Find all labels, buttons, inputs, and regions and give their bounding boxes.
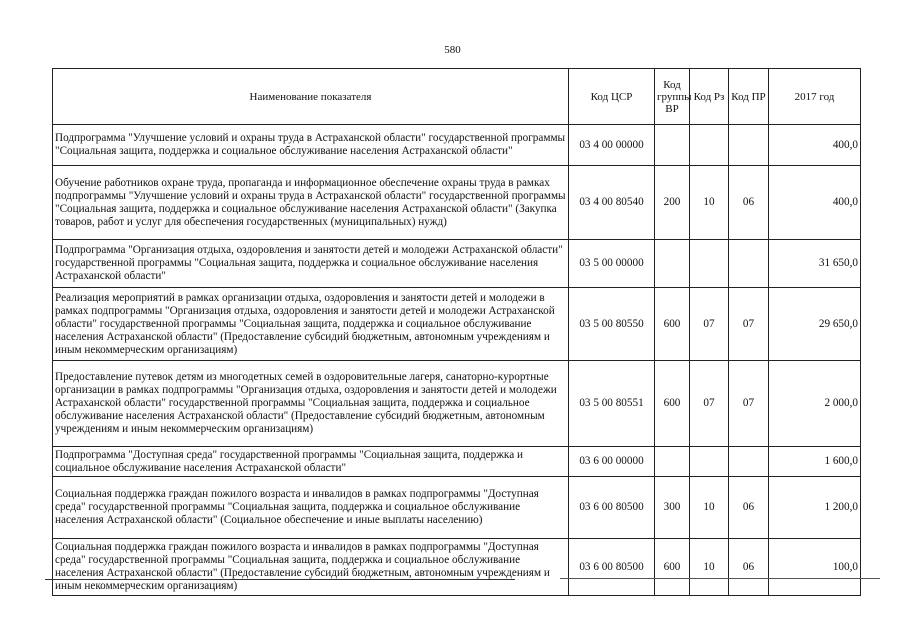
row-pr: 06 — [729, 539, 769, 596]
page-number: 580 — [444, 44, 461, 56]
row-pr: 07 — [729, 288, 769, 361]
row-amount: 1 600,0 — [769, 447, 861, 477]
row-pr: 07 — [729, 361, 769, 447]
row-rz: 07 — [690, 288, 729, 361]
table-row — [53, 447, 861, 477]
row-rz: 07 — [690, 361, 729, 447]
row-amount: 29 650,0 — [769, 288, 861, 361]
row-csr: 03 5 00 80551 — [569, 361, 655, 447]
header-vr: Код группы ВР — [655, 69, 690, 125]
row-csr: 03 6 00 80500 — [569, 477, 655, 539]
row-name: Подпрограмма "Доступная среда" государственной программы "Социальная защита, поддержка и социальное обслуживание населения Астраханской области" — [53, 447, 569, 477]
table-row — [53, 361, 861, 447]
row-rz: 10 — [690, 166, 729, 240]
table-row — [53, 125, 861, 166]
table-row — [53, 166, 861, 240]
row-csr: 03 4 00 00000 — [569, 125, 655, 166]
row-rz — [690, 240, 729, 288]
scan-strike-line — [560, 578, 880, 579]
row-vr: 600 — [655, 361, 690, 447]
row-name: Подпрограмма "Улучшение условий и охраны труда в Астраханской области" государственной программы "Социальная защита, поддержка и социальное обслуживание населения Астраханской области" — [53, 125, 569, 166]
row-name: Социальная поддержка граждан пожилого возраста и инвалидов в рамках подпрограммы "Доступная среда" государственной программы "Социальная защита, поддержка и социальное обслуживание населения Астраханской области" (Социальное обеспечение и иные выплаты населению) — [53, 477, 569, 539]
row-vr: 200 — [655, 166, 690, 240]
row-vr: 600 — [655, 539, 690, 596]
row-vr: 600 — [655, 288, 690, 361]
row-amount: 1 200,0 — [769, 477, 861, 539]
row-amount: 2 000,0 — [769, 361, 861, 447]
row-name: Подпрограмма "Организация отдыха, оздоровления и занятости детей и молодежи Астраханской области" государственной программы "Социальная защита, поддержка и социальное обслуживание населения Астраханской области" — [53, 240, 569, 288]
row-rz — [690, 125, 729, 166]
row-pr: 06 — [729, 477, 769, 539]
row-csr: 03 5 00 80550 — [569, 288, 655, 361]
row-vr: 300 — [655, 477, 690, 539]
scan-strike-line — [45, 579, 515, 580]
row-pr — [729, 447, 769, 477]
row-vr — [655, 240, 690, 288]
row-amount: 100,0 — [769, 539, 861, 596]
row-pr: 06 — [729, 166, 769, 240]
row-csr: 03 6 00 80500 — [569, 539, 655, 596]
table-row — [53, 539, 861, 596]
row-csr: 03 6 00 00000 — [569, 447, 655, 477]
row-csr: 03 4 00 80540 — [569, 166, 655, 240]
row-amount: 400,0 — [769, 166, 861, 240]
table-row — [53, 288, 861, 361]
row-vr — [655, 447, 690, 477]
row-amount: 400,0 — [769, 125, 861, 166]
row-pr — [729, 125, 769, 166]
table-row — [53, 240, 861, 288]
header-year: 2017 год — [769, 69, 861, 125]
row-name: Реализация мероприятий в рамках организации отдыха, оздоровления и занятости детей и молодежи в рамках подпрограммы "Организация отдыха, оздоровления и занятости детей и молодежи Астраханской области" государственной программы "Социальная защита, поддержка и социальное обслуживание населения Астраханской области" (Предоставление субсидий бюджетным, автономным учреждениям и иным некоммерческим организациям) — [53, 288, 569, 361]
row-name: Предоставление путевок детям из многодетных семей в оздоровительные лагеря, санаторно-курортные организации в рамках подпрограммы "Организация отдыха, оздоровления и занятости детей и молодежи Астраханской области" государственной программы "Социальная защита, поддержка и социальное обслуживание населения Астраханской области" (Предоставление субсидий бюджетным, автономным учреждениям и иным некоммерческим организациям) — [53, 361, 569, 447]
table-header-row — [53, 69, 861, 125]
row-rz: 10 — [690, 477, 729, 539]
header-csr: Код ЦСР — [569, 69, 655, 125]
row-rz — [690, 447, 729, 477]
row-name: Обучение работников охране труда, пропаганда и информационное обеспечение охраны труда в рамках подпрограммы "Улучшение условий и охраны труда в Астраханской области" государственной программы "Социальная защита, поддержка и социальное обслуживание населения Астраханской области" (Закупка товаров, работ и услуг для обеспечения государственных (муниципальных) нужд) — [53, 166, 569, 240]
header-pr: Код ПР — [729, 69, 769, 125]
row-amount: 31 650,0 — [769, 240, 861, 288]
row-rz: 10 — [690, 539, 729, 596]
row-pr — [729, 240, 769, 288]
row-vr — [655, 125, 690, 166]
table-row — [53, 477, 861, 539]
row-name: Социальная поддержка граждан пожилого возраста и инвалидов в рамках подпрограммы "Доступная среда" государственной программы "Социальная защита, поддержка и социальное обслуживание населения Астраханской области" (Предоставление субсидий бюджетным, автономным учреждениям и иным некоммерческим организациям) — [53, 539, 569, 596]
budget-table — [52, 68, 861, 596]
row-csr: 03 5 00 00000 — [569, 240, 655, 288]
header-name: Наименование показателя — [53, 69, 569, 125]
header-rz: Код Рз — [690, 69, 729, 125]
